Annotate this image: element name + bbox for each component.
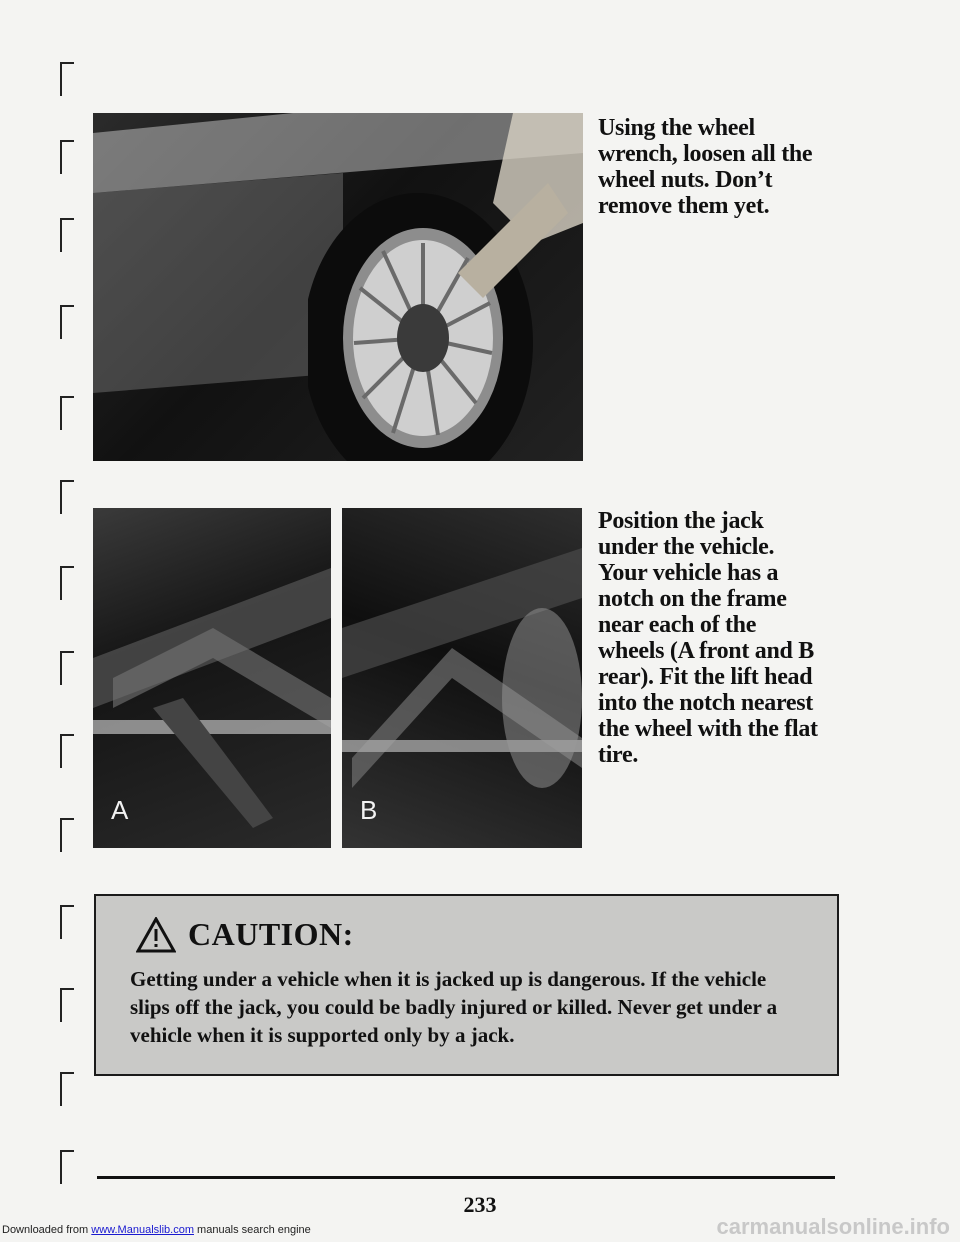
warning-triangle-icon — [136, 917, 176, 953]
binding-mark — [60, 651, 74, 685]
jack-rear-photo — [342, 508, 582, 848]
caution-body: Getting under a vehicle when it is jacked up is dangerous. If the vehicle slips off the jack, you could be badly injured or killed. Never get under a vehicle when it is supported only by a jack. — [130, 967, 778, 1047]
step-position-jack-text: Position the jack under the vehicle. Your vehicle has a notch on the frame near each of the wheels (A front and B rear). Fit the lift head into the notch nearest the wheel with the flat tire. — [598, 508, 818, 768]
binding-mark — [60, 1150, 74, 1184]
photo-label-b: B — [360, 795, 378, 825]
manualslib-link[interactable]: www.Manualslib.com — [91, 1224, 194, 1236]
caution-title: CAUTION: — [188, 916, 354, 952]
binding-mark — [60, 140, 74, 174]
binding-mark — [60, 62, 74, 96]
binding-mark — [60, 988, 74, 1022]
binding-mark — [60, 305, 74, 339]
binding-mark — [60, 1072, 74, 1106]
binding-mark — [60, 566, 74, 600]
binding-mark — [60, 905, 74, 939]
binding-mark — [60, 818, 74, 852]
footer-divider — [97, 1176, 835, 1179]
binding-mark — [60, 218, 74, 252]
binding-mark — [60, 396, 74, 430]
step-loosen-nuts-text: Using the wheel wrench, loosen all the wheel nuts. Don’t remove them yet. — [598, 115, 813, 219]
caution-header — [136, 916, 803, 953]
caution-box — [94, 894, 839, 1076]
photo-label-a: A — [111, 795, 129, 825]
watermark-prefix: Downloaded from — [2, 1224, 89, 1236]
jack-illustration — [93, 508, 331, 848]
jack-illustration — [342, 508, 582, 848]
watermark-suffix: manuals search engine — [197, 1224, 311, 1236]
download-watermark — [2, 1224, 311, 1236]
wheel-wrench-photo — [93, 113, 583, 461]
jack-front-photo — [93, 508, 331, 848]
binding-mark — [60, 734, 74, 768]
site-watermark: carmanualsonline.info — [716, 1214, 950, 1239]
page-number: 233 — [463, 1192, 497, 1217]
binding-mark — [60, 480, 74, 514]
wheel-illustration — [308, 153, 568, 461]
